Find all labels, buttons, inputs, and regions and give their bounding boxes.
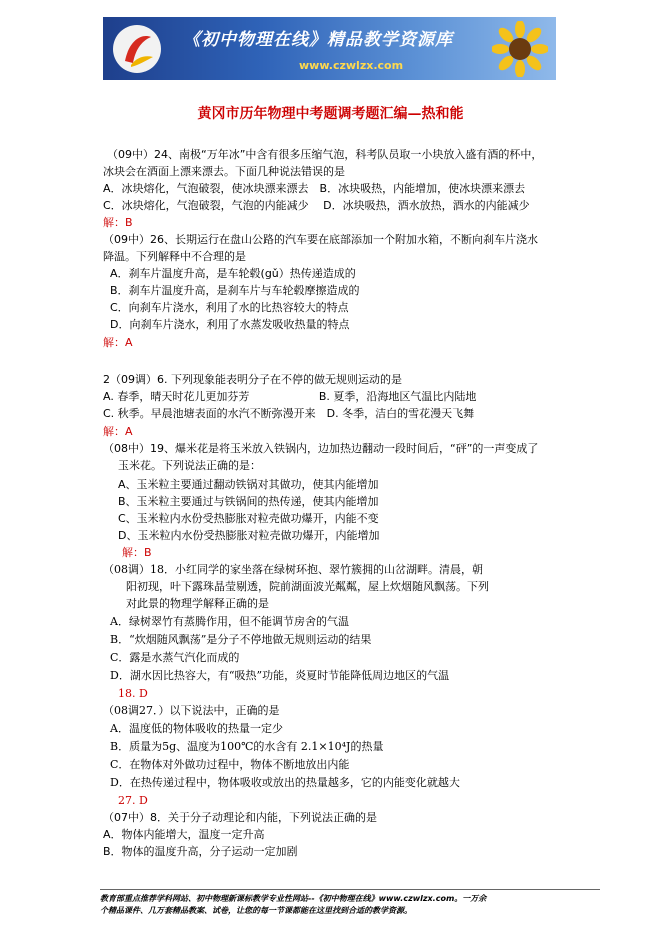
footer — [100, 893, 600, 917]
text-line: 2（09调）6. 下列现象能表明分子在不停的做无规则运动的是 — [103, 373, 402, 386]
text-line: D．向刹车片浇水，利用了水蒸发吸收热量的特点 — [110, 318, 350, 331]
text-line: （07中）8．关于分子动理论和内能，下列说法正确的是 — [103, 811, 377, 824]
text-line: （09中）26、长期运行在盘山公路的汽车要在底部添加一个附加水箱，不断向刹车片浇水 — [103, 233, 538, 246]
text-line: A．物体内能增大，温度一定升高 — [103, 828, 265, 841]
text-line: B．“炊烟随风飘荡”是分子不停地做无规则运动的结果 — [110, 633, 372, 646]
answer-line: 解：A — [103, 425, 133, 438]
text-line: A、玉米粒主要通过翻动铁锅对其做功，使其内能增加 — [118, 478, 379, 491]
answer-line: 解：A — [103, 336, 133, 349]
text-line: C. 秋季。早晨池塘表面的水汽不断弥漫开来 D. 冬季，洁白的雪花漫天飞舞 — [103, 407, 475, 420]
text-line: A. 春季，晴天时花儿更加芬芳 B. 夏季，沿海地区气温比内陆地 — [103, 390, 477, 403]
footer-line-2: 个精品课件、几万套精品教案、试卷，让您的每一节课都能在这里找到合适的教学资源。 — [100, 906, 412, 915]
text-line: B．刹车片温度升高，是刹车片与车轮毂摩擦造成的 — [110, 284, 360, 297]
text-line: C．露是水蒸气汽化而成的 — [110, 651, 240, 664]
text-line: B、玉米粒主要通过与铁锅间的热传递，使其内能增加 — [118, 495, 379, 508]
banner-title: 《初中物理在线》精品教学资源库 — [183, 30, 453, 50]
site-logo-icon — [111, 23, 163, 75]
answer-line: 解：B — [122, 546, 152, 559]
text-line: A．冰块熔化，气泡破裂，使冰块漂来漂去 B．冰块吸热，内能增加，使冰块漂来漂去 — [103, 182, 526, 195]
text-line: 玉米花。下列说法正确的是： — [118, 459, 261, 472]
footer-line-1: 教育部重点推荐学科网站、初中物理新课标教学专业性网站--《初中物理在线》www.czwlzx.com。一万余 — [100, 894, 487, 903]
text-line: 降温。下列解释中不合理的是 — [103, 250, 246, 263]
header-banner — [103, 17, 556, 80]
text-line: A．温度低的物体吸收的热量一定少 — [110, 722, 283, 735]
text-line: B．物体的温度升高，分子运动一定加剧 — [103, 845, 298, 858]
answer-line: 27. D — [118, 794, 148, 807]
text-line: C．冰块熔化，气泡破裂，气泡的内能减少 D．冰块吸热，酒水放热，酒水的内能减少 — [103, 199, 530, 212]
text-line: 冰块会在酒面上漂来漂去。下面几种说法错误的是 — [103, 165, 345, 178]
text-line: D．湖水因比热容大，有“吸热”功能，炎夏时节能降低周边地区的气温 — [110, 669, 450, 682]
text-line: D、玉米粒内水份受热膨胀对粒壳做功爆开，内能增加 — [118, 529, 380, 542]
footer-divider — [100, 889, 600, 890]
text-line: （08调）18．小红同学的家坐落在绿树环抱、翠竹簇拥的山岔湖畔。清晨，朝 — [103, 563, 483, 576]
page-title: 黄冈市历年物理中考题调考题汇编—热和能 — [197, 106, 464, 122]
banner-url[interactable]: www.czwlzx.com — [299, 59, 404, 72]
text-line: 阳初现，叶下露珠晶莹剔透，院前湖面波光粼粼，屋上炊烟随风飘荡。下列 — [126, 580, 489, 593]
text-line: C．在物体对外做功过程中，物体不断地放出内能 — [110, 758, 350, 771]
text-line: A．绿树翠竹有蒸腾作用，但不能调节房舍的气温 — [110, 615, 349, 628]
text-line: A．刹车片温度升高，是车轮毂(gǔ）热传递造成的 — [110, 267, 356, 280]
text-line: （09中）24、南极“万年冰”中含有很多压缩气泡，科考队员取一小块放入盛有酒的杯中， — [107, 148, 543, 161]
answer-line: 解：B — [103, 216, 133, 229]
text-line: C．向刹车片浇水，利用了水的比热容较大的特点 — [110, 301, 349, 314]
text-line: （08调27．）以下说法中，正确的是 — [103, 704, 280, 717]
text-line: 对此景的物理学解释正确的是 — [126, 597, 269, 610]
answer-line: 18. D — [118, 687, 148, 700]
text-line: D．在热传递过程中，物体吸收或放出的热量越多，它的内能变化就越大 — [110, 776, 460, 789]
text-line: （08中）19、爆米花是将玉米放入铁锅内，边加热边翻动一段时间后，“砰”的一声变成了 — [103, 442, 539, 455]
sunflower-icon — [492, 21, 548, 77]
text-line: C、玉米粒内水份受热膨胀对粒壳做功爆开，内能不变 — [118, 512, 379, 525]
text-line: B．质量为5g、温度为100℃的水含有 2.1×10⁴J的热量 — [110, 740, 384, 753]
